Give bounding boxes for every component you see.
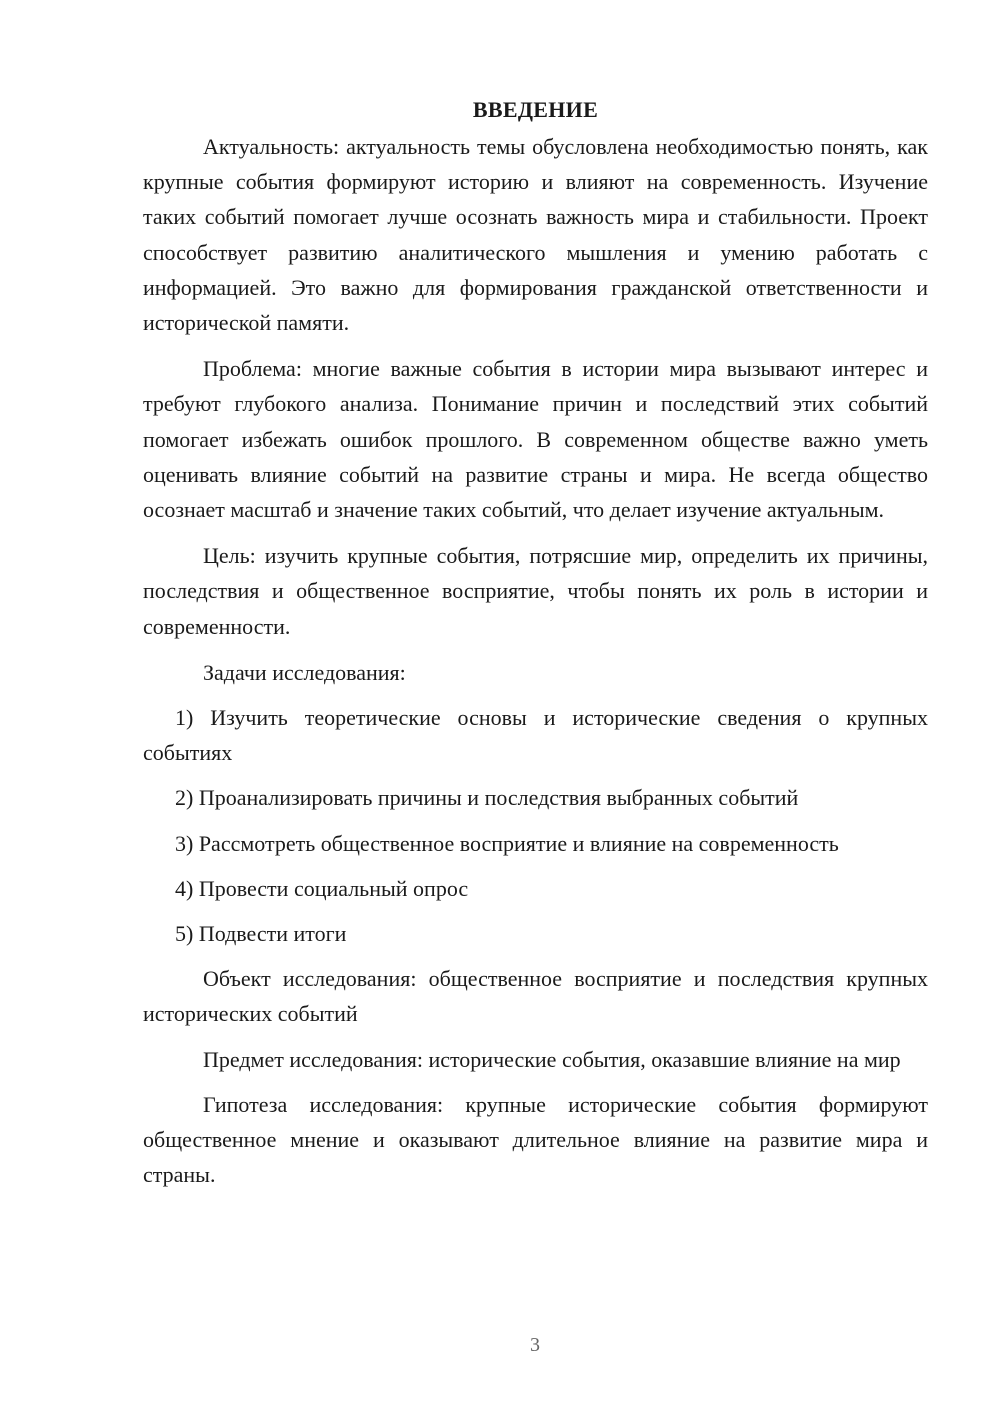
paragraph-object: Объект исследования: общественное восприятие и последствия крупных исторических событий: [143, 966, 928, 1027]
list-item: 4) Провести социальный опрос: [175, 875, 469, 901]
list-item: 1) Изучить теоретические основы и исторические сведения о крупных событиях: [143, 705, 928, 766]
paragraph-subject: Предмет исследования: исторические события, оказавшие влияние на мир: [203, 1046, 901, 1072]
tasks-list: [143, 700, 928, 951]
list-item: 5) Подвести итоги: [175, 921, 347, 947]
paragraph-problem: Проблема: многие важные события в истории мира вызывают интерес и требуют глубокого анализа. Понимание причин и последствий этих событий помогает избежать ошибок прошлого. В современном обществе важно уметь оценивать влияние событий на развитие страны и мира. Не всегда общество осознает масштаб и значение таких событий, что делает изучение актуальным.: [143, 356, 928, 523]
document-page: [143, 95, 928, 1192]
section-title: ВВЕДЕНИЕ: [472, 97, 599, 122]
paragraph-goal: Цель: изучить крупные события, потрясшие мир, определить их причины, последствия и общественное восприятие, чтобы понять их роль в истории и современности.: [143, 543, 928, 639]
paragraph-relevance: Актуальность: актуальность темы обусловлена необходимостью понять, как крупные события формируют историю и влияют на современность. Изучение таких событий помогает лучше осознать важность мира и стабильности. Проект способствует развитию аналитического мышления и умению работать с информацией. Это важно для формирования гражданской ответственности и исторической памяти.: [143, 134, 928, 336]
list-item: 2) Проанализировать причины и последствия выбранных событий: [175, 785, 799, 811]
tasks-heading: Задачи исследования:: [203, 659, 406, 685]
paragraph-hypothesis: Гипотеза исследования: крупные исторические события формируют общественное мнение и оказывают длительное влияние на развитие мира и страны.: [143, 1091, 928, 1188]
list-item: 3) Рассмотреть общественное восприятие и влияние на современность: [175, 830, 839, 856]
page-number: 3: [530, 1334, 540, 1356]
